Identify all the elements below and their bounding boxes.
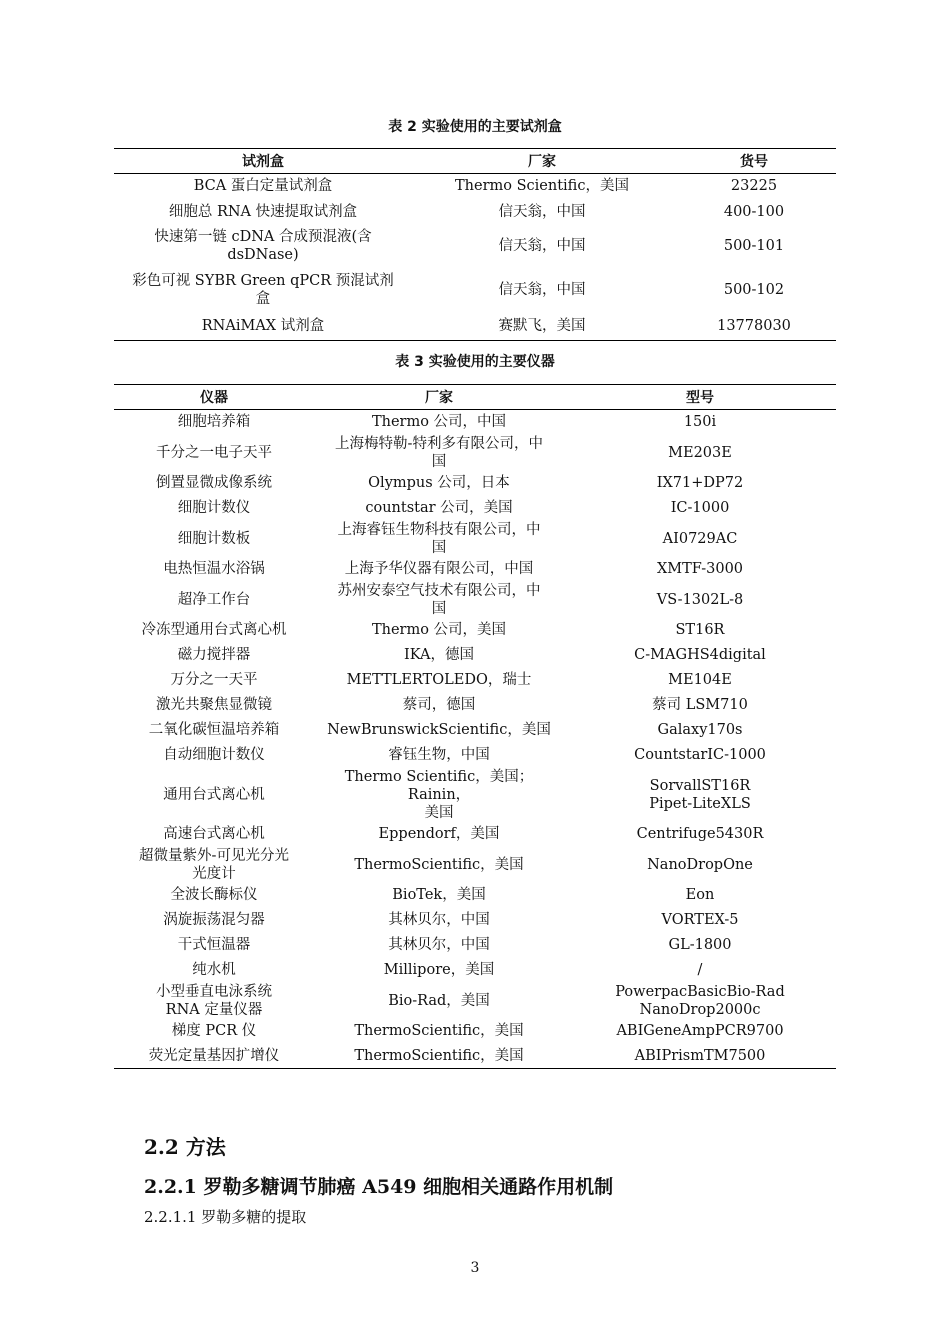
table-row	[114, 225, 836, 268]
table-cell: 电热恒温水浴锅	[163, 561, 265, 577]
table-cell: Thermo 公司，中国	[371, 414, 507, 431]
table-cell: 通用台式离心机	[163, 786, 265, 803]
table-cell: ABIPrismTM7500	[564, 1044, 836, 1069]
table-row	[114, 521, 836, 557]
cell-line: SorvallST16R	[649, 777, 751, 794]
table-row	[114, 471, 836, 496]
table-cell: 500-102	[723, 281, 785, 298]
table-row	[114, 312, 836, 341]
cell-line: PowerpacBasicBio-Rad	[615, 983, 785, 1000]
table-cell: 高速台式离心机	[163, 826, 265, 842]
cell-line: NanoDrop2000c	[639, 1001, 761, 1018]
section-heading: 2.2 方法	[144, 1135, 226, 1159]
table-row	[114, 883, 836, 908]
table-cell: Olympus 公司，日本	[368, 475, 510, 491]
cell-line: 美国	[424, 804, 454, 821]
table-cell: 赛默飞，美国	[412, 312, 672, 341]
table-cell: 睿钰生物，中国	[388, 747, 490, 763]
table-cell: 自动细胞计数仪	[163, 747, 265, 763]
cell-line: 国	[431, 600, 447, 617]
table-row	[114, 693, 836, 718]
table3-header: 仪器	[114, 385, 314, 410]
table-row	[114, 268, 836, 312]
cell-line: 上海梅特勒-特利多有限公司，中	[335, 435, 543, 452]
table-cell: 150i	[683, 414, 717, 431]
table-cell: AI0729AC	[662, 530, 738, 547]
table-cell: ME203E	[668, 444, 732, 461]
sub-subsection-heading: 2.2.1.1 罗勒多糖的提取	[144, 1208, 307, 1226]
table-cell: 500-101	[723, 238, 785, 254]
table-cell: 细胞总 RNA 快速提取试剂盒	[168, 203, 358, 220]
table-cell: 磁力搅拌器	[177, 647, 251, 663]
table-row	[114, 618, 836, 643]
table-cell: 400-100	[723, 203, 785, 220]
table-cell: Eppendorf，美国	[378, 826, 500, 842]
page-number: 3	[470, 1260, 480, 1276]
table-row	[114, 1019, 836, 1044]
table-cell: ThermoScientific，美国	[354, 1023, 524, 1039]
table-cell: 冷冻型通用台式离心机	[141, 622, 287, 638]
table-cell: 荧光定量基因扩增仪	[114, 1044, 314, 1069]
table-cell: 信天翁，中国	[498, 281, 586, 298]
table-cell: VORTEX-5	[661, 912, 739, 928]
table-cell: 23225	[730, 178, 778, 195]
table-cell	[314, 768, 564, 822]
table-cell: 蔡司，德国	[402, 697, 476, 713]
table-cell: METTLERTOLEDO，瑞士	[346, 672, 532, 688]
table-cell: 其林贝尔，中国	[388, 937, 490, 953]
table-row	[114, 174, 836, 199]
cell-line: 国	[431, 453, 447, 470]
table3-header-row	[114, 385, 836, 410]
table-row	[114, 718, 836, 743]
table-cell	[114, 225, 412, 268]
cell-line: 盒	[255, 290, 271, 307]
table3-caption: 表 3 实验使用的主要仪器	[395, 354, 555, 370]
table-cell: Eon	[685, 887, 715, 903]
table-row	[114, 983, 836, 1019]
subsection-heading: 2.2.1 罗勒多糖调节肺癌 A549 细胞相关通路作用机制	[144, 1176, 614, 1198]
table-cell: 激光共聚焦显微镜	[156, 697, 272, 713]
table2-header-row	[114, 149, 836, 174]
table-cell: NewBrunswickScientific，美国	[327, 722, 551, 738]
cell-line: 上海睿钰生物科技有限公司，中	[337, 521, 541, 538]
cell-line: 快速第一链 cDNA 合成预混液(含	[154, 229, 372, 245]
cell-line: Pipet-LiteXLS	[649, 795, 751, 812]
table-cell: 千分之一电子天平	[156, 444, 272, 461]
cell-line: 国	[431, 539, 447, 556]
table-cell: 13778030	[672, 312, 836, 341]
table-cell: BioTek，美国	[392, 887, 486, 903]
table-cell: ThermoScientific，美国	[354, 856, 524, 873]
table-row	[114, 958, 836, 983]
table-row	[114, 668, 836, 693]
table-cell: RNAiMAX 试剂盒	[114, 312, 412, 341]
table-cell	[564, 768, 836, 822]
table-cell: ABIGeneAmpPCR9700	[616, 1023, 784, 1039]
table-cell	[564, 983, 836, 1019]
table-row	[114, 743, 836, 768]
table-cell	[314, 582, 564, 618]
table-cell: 细胞计数板	[177, 530, 251, 547]
table-row	[114, 496, 836, 521]
table-row	[114, 199, 836, 225]
table-row	[114, 768, 836, 822]
cell-line: Thermo Scientific，美国；Rainin，	[344, 768, 534, 803]
table-cell: Bio-Rad，美国	[388, 992, 490, 1009]
table-cell: IC-1000	[670, 500, 730, 516]
table-row	[114, 908, 836, 933]
table-row	[114, 1044, 836, 1069]
table-cell: Thermo Scientific，美国	[455, 178, 629, 195]
table2-header: 货号	[672, 149, 836, 174]
table-row	[114, 822, 836, 847]
table-cell: Galaxy170s	[657, 722, 743, 738]
table-cell: GL-1800	[668, 937, 732, 953]
table3	[114, 384, 836, 1069]
table-cell: 全波长酶标仪	[170, 887, 258, 903]
table2-caption: 表 2 实验使用的主要试剂盒	[388, 119, 562, 135]
table-row	[114, 557, 836, 582]
table-row	[114, 582, 836, 618]
table-cell: 信天翁，中国	[498, 203, 586, 220]
table-row	[114, 933, 836, 958]
table-cell: XMTF-3000	[656, 561, 744, 577]
table-cell: 万分之一天平	[170, 672, 258, 688]
table-cell: 细胞计数仪	[177, 500, 251, 516]
table-cell: 干式恒温器	[177, 937, 251, 953]
cell-line: 光度计	[192, 865, 236, 882]
table-cell: 细胞培养箱	[177, 414, 251, 431]
table-cell: 信天翁，中国	[498, 238, 586, 254]
table-cell: IKA，德国	[404, 647, 474, 663]
table-cell	[314, 521, 564, 557]
table2-header: 厂家	[412, 149, 672, 174]
table2	[114, 148, 836, 341]
table-cell: /	[697, 962, 703, 978]
table-cell: 超净工作台	[177, 591, 251, 608]
table-cell: VS-1302L-8	[656, 591, 744, 608]
table-cell: 蔡司 LSM710	[652, 697, 748, 713]
table2-header: 试剂盒	[114, 149, 412, 174]
table-cell: ThermoScientific，美国	[314, 1044, 564, 1069]
table3-header: 型号	[564, 385, 836, 410]
table-row	[114, 435, 836, 471]
table3-header: 厂家	[314, 385, 564, 410]
table-cell: countstar 公司，美国	[365, 500, 513, 516]
table-cell: IX71+DP72	[656, 475, 744, 491]
table-cell: Millipore，美国	[383, 962, 495, 978]
table-cell: 梯度 PCR 仪	[171, 1023, 257, 1039]
table-row	[114, 847, 836, 883]
table-cell	[114, 983, 314, 1019]
cell-line: dsDNase)	[227, 247, 299, 263]
table-cell: 其林贝尔，中国	[388, 912, 490, 928]
table-cell: ME104E	[668, 672, 732, 688]
cell-line: 超微量紫外-可见光分光	[139, 847, 289, 864]
table-cell: BCA 蛋白定量试剂盒	[193, 178, 333, 195]
table-cell: 上海予华仪器有限公司，中国	[344, 561, 534, 577]
table-cell: CountstarIC-1000	[634, 747, 766, 763]
table-cell: 涡旋振荡混匀器	[163, 912, 265, 928]
cell-line: RNA 定量仪器	[165, 1001, 263, 1018]
cell-line: 彩色可视 SYBR Green qPCR 预混试剂	[132, 272, 394, 289]
table-cell: NanoDropOne	[647, 856, 753, 873]
table-cell	[114, 268, 412, 312]
table-cell: 纯水机	[192, 962, 236, 978]
table-cell: C-MAGHS4digital	[634, 647, 766, 663]
table-row	[114, 410, 836, 435]
cell-line: 小型垂直电泳系统	[156, 983, 272, 1000]
table-cell: 二氧化碳恒温培养箱	[148, 722, 280, 738]
table-cell: Thermo 公司，美国	[371, 622, 507, 638]
table-row	[114, 643, 836, 668]
table-cell: 倒置显微成像系统	[156, 475, 272, 491]
table-cell: ST16R	[675, 622, 725, 638]
cell-line: 苏州安泰空气技术有限公司，中	[337, 582, 541, 599]
table-cell	[114, 847, 314, 883]
table-cell	[314, 435, 564, 471]
table-cell: Centrifuge5430R	[636, 826, 764, 842]
